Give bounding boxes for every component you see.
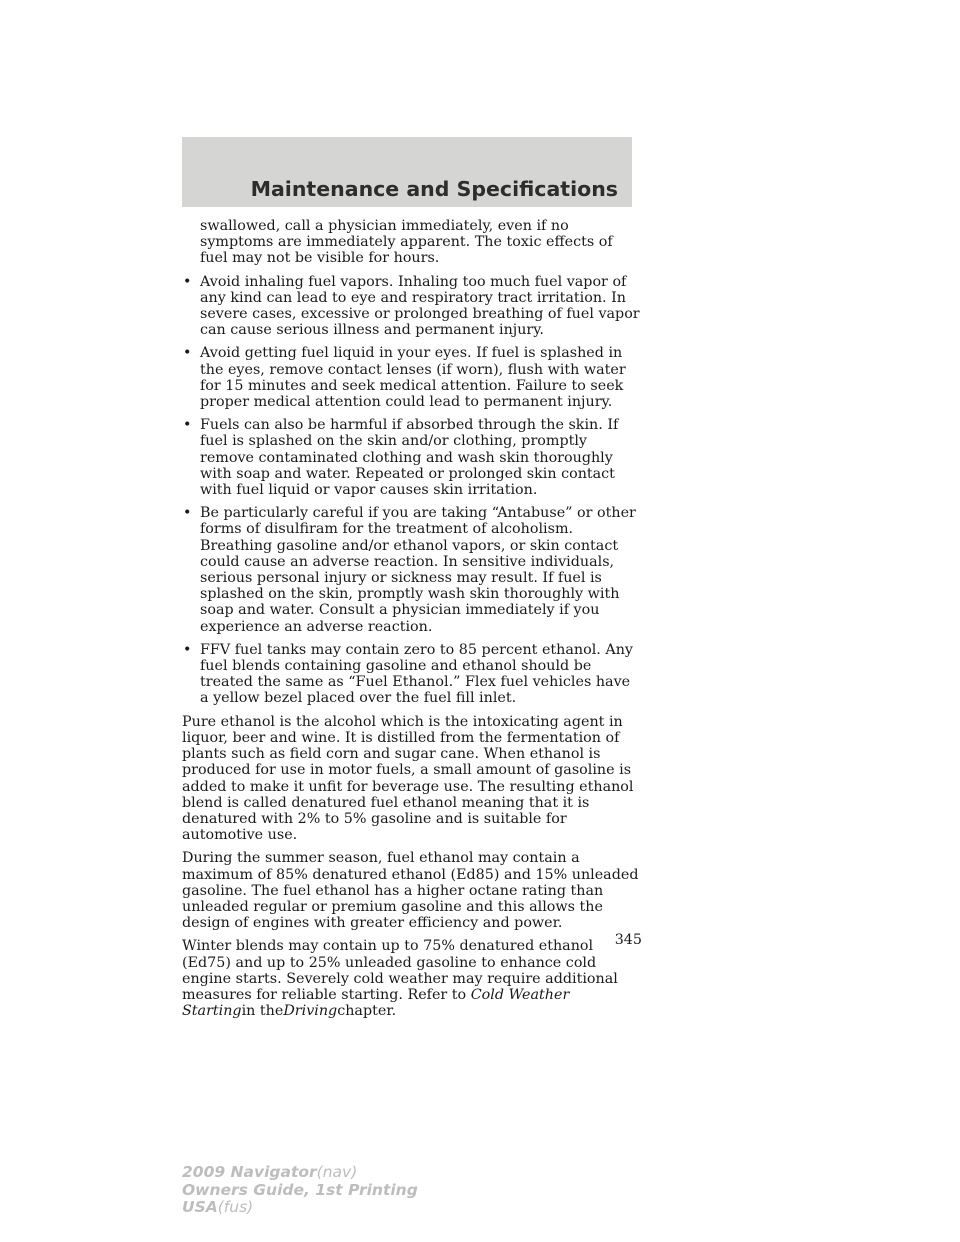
bullet-text: FFV fuel tanks may contain zero to 85 percent ethanol. Any fuel blends containing gasoline and ethanol should be treated the same as “Fuel Ethanol.” Flex fuel vehicles have a yellow bezel placed over the fuel fill inlet. bbox=[200, 641, 633, 707]
cross-reference: Cold Weather Starting bbox=[182, 986, 570, 1020]
footer-edition: Owners Guide, 1st Printing bbox=[182, 1180, 418, 1199]
footer-line bbox=[182, 1164, 418, 1182]
bullet-icon: • bbox=[183, 345, 192, 362]
bullet-item bbox=[182, 417, 642, 498]
bullet-icon: • bbox=[183, 505, 192, 522]
continued-paragraph: swallowed, call a physician immediately, even if no symptoms are immediately apparent. The toxic effects of fuel may not be visible for hours. bbox=[200, 218, 613, 267]
paragraph-text: Winter blends may contain up to 75% denatured ethanol (Ed75) and up to 25% unleaded gasoline to enhance cold engine starts. Severely cold weather may require additional measures for reliable starting. Refer to bbox=[182, 938, 618, 1003]
footer-code: (fus) bbox=[217, 1198, 254, 1216]
footer-code: (nav) bbox=[316, 1163, 358, 1181]
section-header-band bbox=[182, 137, 632, 207]
page-content bbox=[182, 218, 642, 1026]
bullet-icon: • bbox=[183, 417, 192, 434]
bullet-text: Be particularly careful if you are taking “Antabuse” or other forms of disulfiram for the treatment of alcoholism. Breathing gasoline and/or ethanol vapors, or skin contact could cause an adverse reaction. In sensitive individuals, serious personal injury or sickness may result. If fuel is splashed on the skin, promptly wash skin thoroughly with soap and water. Consult a physician immediately if you experience an adverse reaction. bbox=[200, 505, 636, 635]
footer-line bbox=[182, 1199, 418, 1217]
body-paragraph: During the summer season, fuel ethanol may contain a maximum of 85% denatured ethanol (Ed85) and 15% unleaded gasoline. The fuel ethanol has a higher octane rating than unleaded regular or premium gasoline and this allows the design of engines with greater efficiency and power. bbox=[182, 850, 639, 932]
bullet-text: Avoid getting fuel liquid in your eyes. If fuel is splashed in the eyes, remove contact lenses (if worn), flush with water for 15 minutes and seek medical attention. Failure to seek proper medical attention could lead to permanent injury. bbox=[200, 345, 626, 411]
bullet-text: Avoid inhaling fuel vapors. Inhaling too much fuel vapor of any kind can lead to eye and respiratory tract irritation. In severe cases, excessive or prolonged breathing of fuel vapor can cause serious illness and permanent injury. bbox=[200, 273, 640, 339]
footer-model: 2009 Navigator bbox=[182, 1163, 317, 1181]
bullet-item bbox=[182, 642, 642, 707]
bullet-icon: • bbox=[183, 273, 192, 290]
body-paragraph-last bbox=[182, 938, 642, 1019]
page-number: 345 bbox=[614, 932, 642, 948]
footer-line bbox=[182, 1182, 418, 1200]
print-footer bbox=[182, 1164, 418, 1217]
paragraph-text: chapter. bbox=[337, 1003, 397, 1020]
paragraph-text: in the bbox=[241, 1003, 284, 1020]
bullet-item bbox=[182, 274, 642, 339]
body-paragraph: Pure ethanol is the alcohol which is the intoxicating agent in liquor, beer and wine. It is distilled from the fermentation of plants such as field corn and sugar cane. When ethanol is produced for use in motor fuels, a small amount of gasoline is added to make it unfit for beverage use. The resulting ethanol blend is called denatured fuel ethanol meaning that it is denatured with 2% to 5% gasoline and is suitable for automotive use. bbox=[182, 713, 634, 844]
bullet-item bbox=[182, 505, 642, 635]
bullet-icon: • bbox=[183, 641, 192, 658]
bullet-text: Fuels can also be harmful if absorbed through the skin. If fuel is splashed on the skin and/or clothing, promptly remove contaminated clothing and wash skin thoroughly with soap and water. Repeated or prolonged skin contact with fuel liquid or vapor causes skin irritation. bbox=[200, 417, 619, 499]
footer-market: USA bbox=[182, 1198, 218, 1216]
cross-reference: Driving bbox=[283, 1003, 338, 1020]
section-title: Maintenance and Specifications bbox=[250, 177, 618, 201]
bullet-item bbox=[182, 345, 642, 410]
